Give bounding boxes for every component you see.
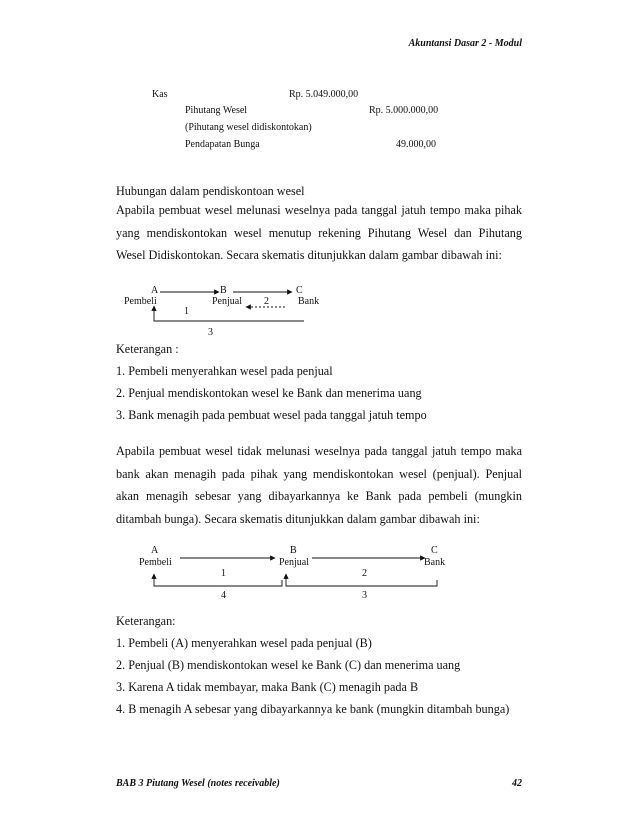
- diagram2-c-letter: C: [431, 545, 438, 556]
- journal-piutang-amount: Rp. 5.000.000,00: [369, 105, 439, 116]
- keterangan2-item: 3. Karena A tidak membayar, maka Bank (C) menagih pada B: [116, 680, 419, 694]
- diagram1-step-2: 2: [264, 296, 269, 307]
- keterangan1-title: Keterangan :: [116, 342, 179, 356]
- keterangan2-title: Keterangan:: [116, 614, 176, 628]
- keterangan2-item: 4. B menagih A sebesar yang dibayarkannya ke bank (mungkin ditambah bunga): [116, 702, 510, 716]
- journal-kas-amount: Rp. 5.049.000,00: [289, 89, 359, 100]
- diagram2-b-letter: B: [290, 545, 297, 556]
- diagram2-a-name: Pembeli: [139, 557, 172, 568]
- diagram2-a-letter: A: [151, 545, 159, 556]
- diagram2-step-2: 2: [362, 568, 367, 579]
- journal-bunga-label: Pendapatan Bunga: [185, 139, 260, 150]
- diagram1-c-name: Bank: [298, 296, 320, 307]
- keterangan2-item: 1. Pembeli (A) menyerahkan wesel pada penjual (B): [116, 636, 372, 650]
- diagram1-a-letter: A: [151, 285, 159, 296]
- journal-piutang-label: Pihutang Wesel: [185, 105, 248, 116]
- section1-paragraph: Apabila pembuat wesel melunasi weselnya pada tanggal jatuh tempo maka pihak yang mendiskontokan wesel menutup rekening Pihutang Wesel dan Pihutang Wesel Didiskontokan. Secara skematis ditunjukkan dalam gambar dibawah ini:: [116, 203, 522, 263]
- diagram2-c-name: Bank: [424, 557, 446, 568]
- diagram1-b-name: Penjual: [212, 296, 242, 307]
- diagram1-c-letter: C: [296, 285, 303, 296]
- diagram2-step-3: 3: [362, 590, 367, 601]
- page-header-title: Akuntansi Dasar 2 - Modul: [408, 38, 522, 49]
- journal-piutang-note: (Pihutang wesel didiskontokan): [185, 122, 312, 133]
- footer-page-number: 42: [512, 778, 522, 789]
- diagram2-b-name: Penjual: [279, 557, 309, 568]
- journal-bunga-amount: 49.000,00: [396, 139, 436, 150]
- keterangan1-item: 3. Bank menagih pada pembuat wesel pada tanggal jatuh tempo: [116, 408, 427, 422]
- diagram2-step-1: 1: [221, 568, 226, 579]
- diagram1-step-3: 3: [208, 327, 213, 338]
- section2-paragraph: Apabila pembuat wesel tidak melunasi weselnya pada tanggal jatuh tempo maka bank akan menagih pada pihak yang mendiskontokan wesel (penjual). Penjual akan menagih sebesar yang dibayarkannya ke Bank pada pembeli (mungkin ditambah bunga). Secara skematis ditunjukkan dalam gambar dibawah ini:: [116, 444, 522, 526]
- journal-kas-label: Kas: [152, 89, 168, 100]
- diagram1-step-1: 1: [184, 306, 189, 317]
- section1-heading: Hubungan dalam pendiskontoan wesel: [116, 184, 305, 198]
- footer-chapter: BAB 3 Piutang Wesel (notes receivable): [116, 778, 280, 789]
- keterangan1-item: 1. Pembeli menyerahkan wesel pada penjual: [116, 364, 333, 378]
- diagram2-step-4: 4: [221, 590, 226, 601]
- diagram1-a-name: Pembeli: [124, 296, 157, 307]
- keterangan2-item: 2. Penjual (B) mendiskontokan wesel ke Bank (C) dan menerima uang: [116, 658, 461, 672]
- arrow2-b-to-a: [154, 574, 282, 586]
- keterangan1-item: 2. Penjual mendiskontokan wesel ke Bank dan menerima uang: [116, 386, 422, 400]
- diagram1-b-letter: B: [220, 285, 227, 296]
